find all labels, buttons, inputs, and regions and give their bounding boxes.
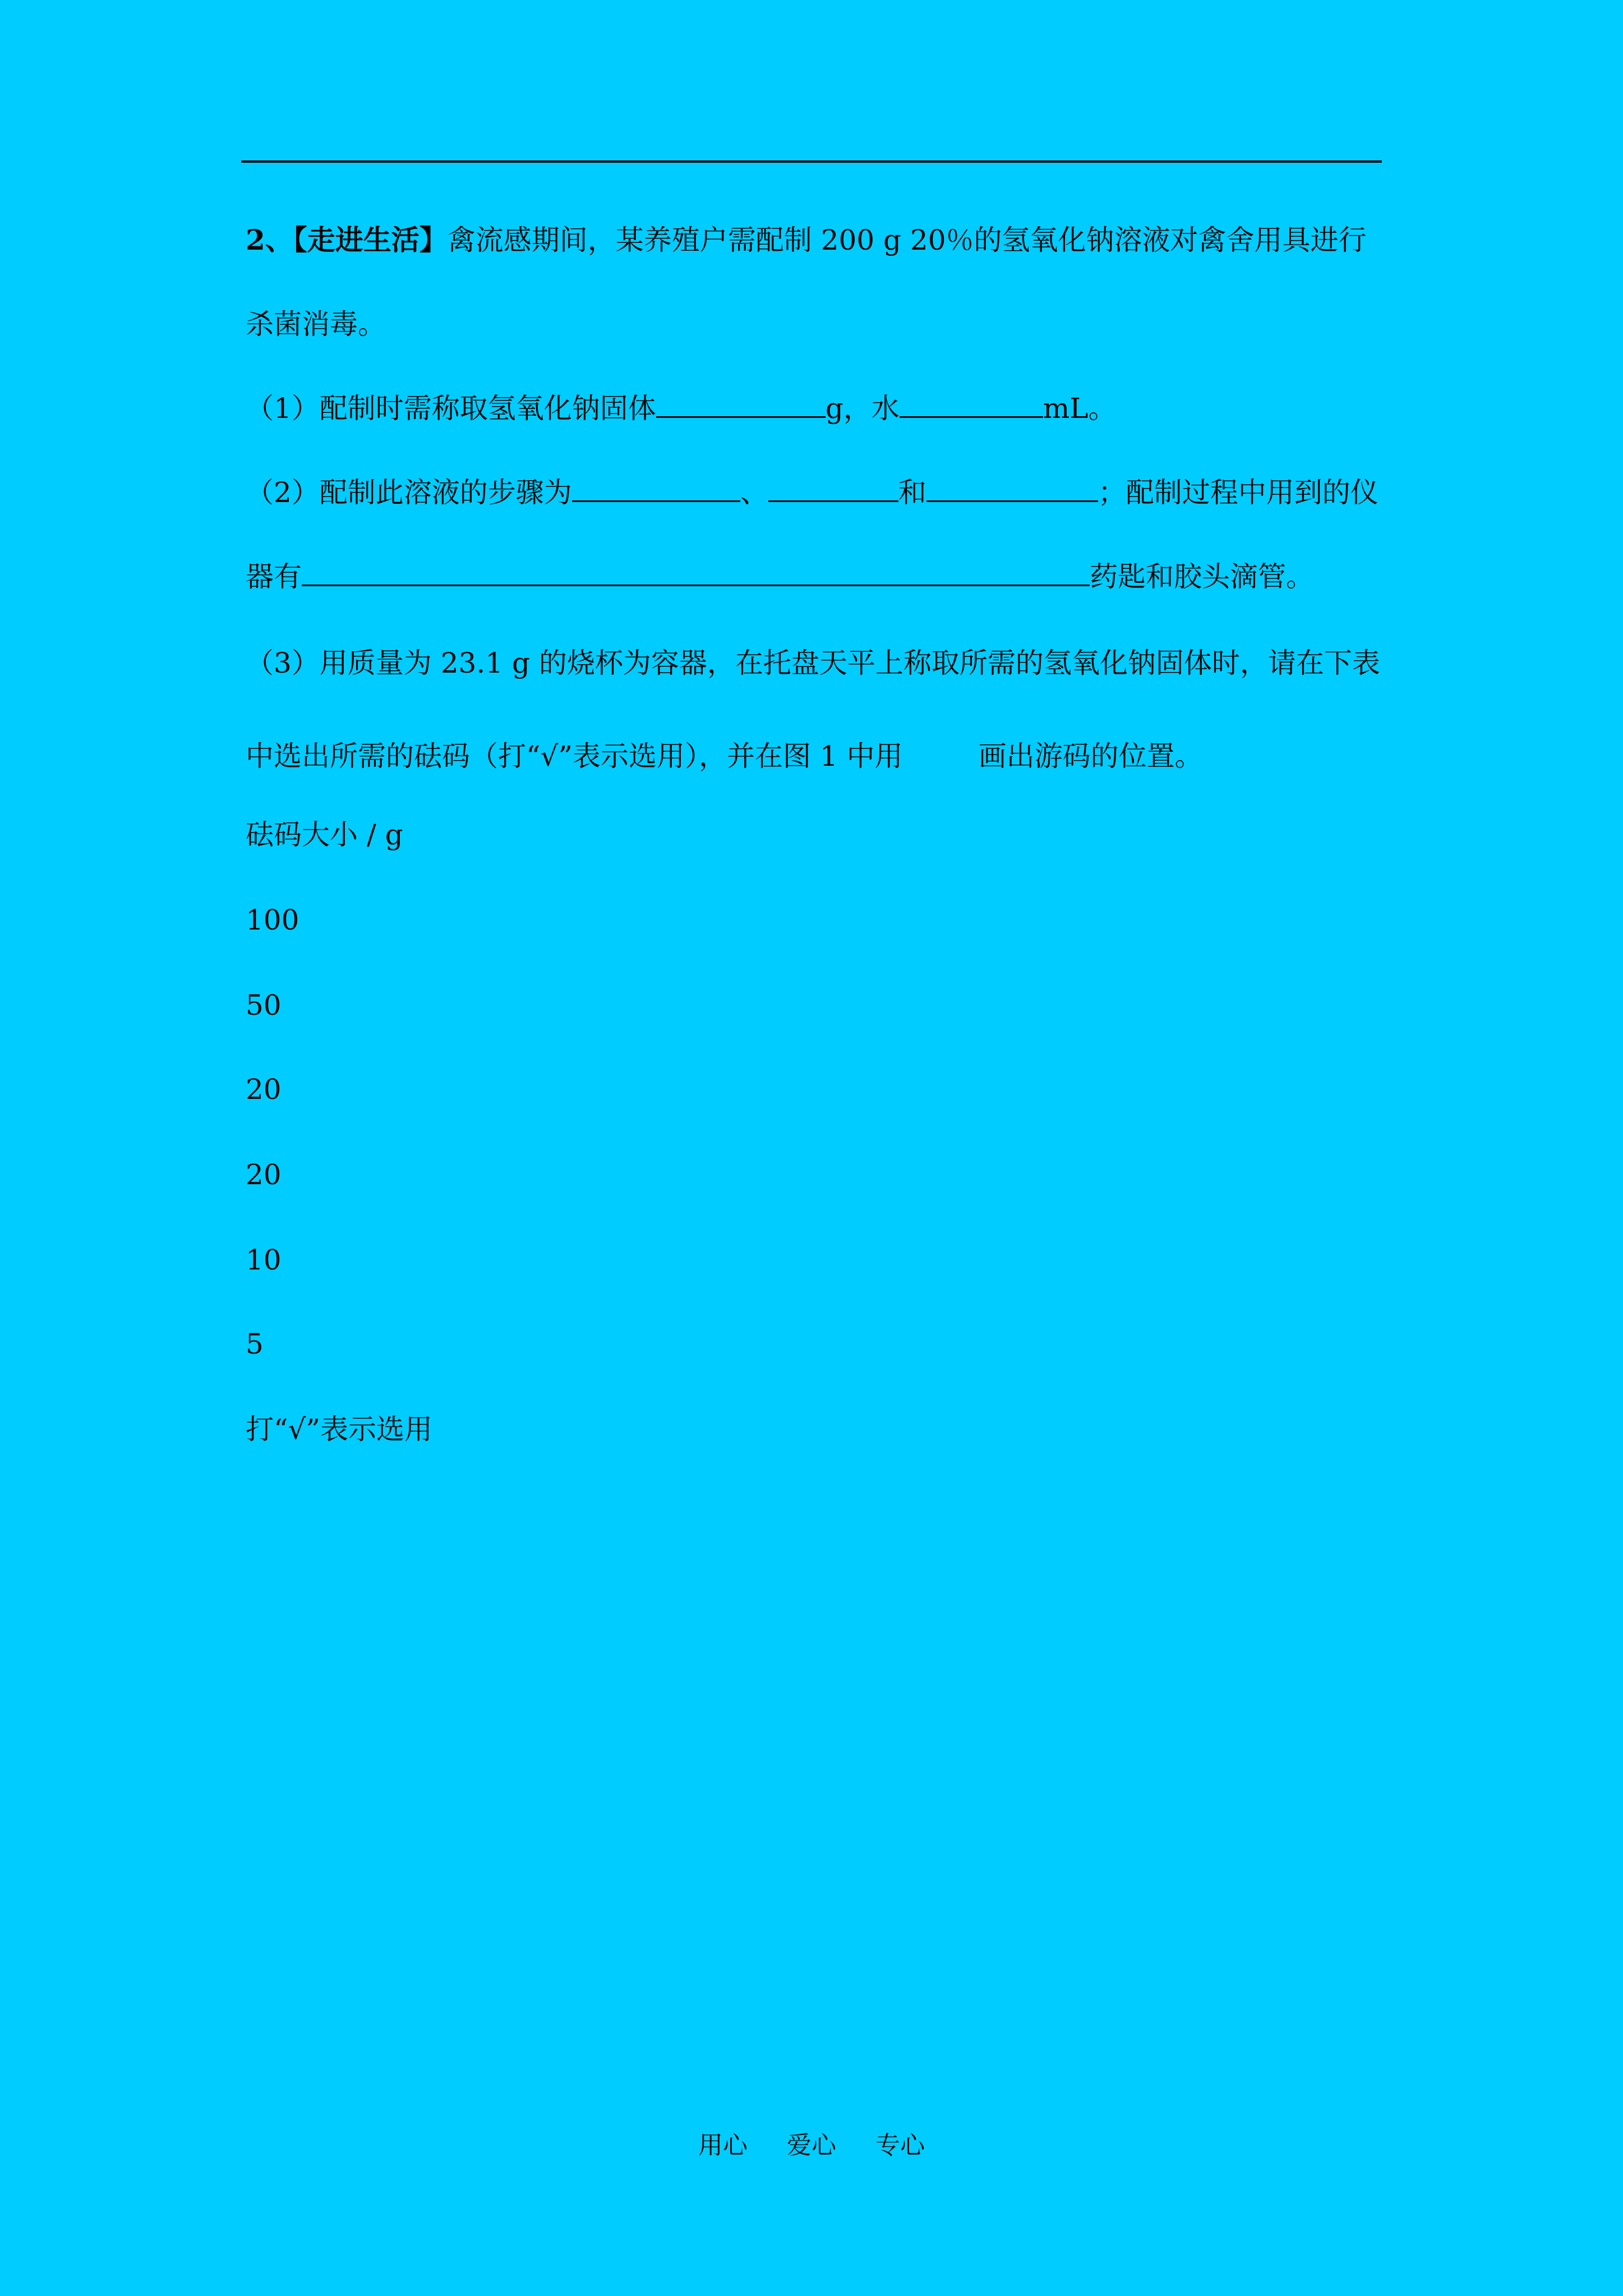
question-intro-cont: 杀菌消毒。: [246, 308, 386, 341]
part-2-text-3: 器有: [246, 560, 302, 593]
instruments-blank[interactable]: [302, 560, 1090, 586]
header-rule: [241, 160, 1382, 163]
part-2-sep: 、: [740, 476, 768, 509]
weight-value: 100: [246, 904, 299, 936]
footer-item: 爱心: [787, 2131, 836, 2160]
weight-value: 5: [246, 1328, 264, 1360]
part-3-line-2: [246, 739, 1203, 773]
part-1: [246, 392, 1116, 425]
question-tag: 【走进生活】: [293, 223, 448, 256]
step-3-blank[interactable]: [926, 476, 1098, 502]
part-2: [246, 476, 1378, 509]
part-3-text: （3）用质量为 23.1 g 的烧杯为容器，在托盘天平上称取所需的氢氧化钠固体时，请在下表: [246, 647, 1380, 679]
footer-item: 用心: [698, 2131, 748, 2160]
part-2-text-4: 药匙和胶头滴管。: [1090, 560, 1314, 593]
weight-value: 20: [246, 1158, 282, 1191]
question-line-2: [246, 307, 386, 341]
part-3-text-3: 画出游码的位置。: [978, 740, 1203, 772]
step-2-blank[interactable]: [768, 476, 898, 502]
part-1-text: （1）配制时需称取氢氧化钠固体: [246, 392, 656, 425]
weight-value: 10: [246, 1244, 282, 1276]
weight-value: 50: [246, 989, 282, 1022]
page-footer: [0, 2132, 1623, 2160]
part-2-text-2: ；配制过程中用到的仪: [1098, 476, 1378, 509]
question-intro: 禽流感期间，某养殖户需配制 200 g 20％的氢氧化钠溶液对禽舍用具进行: [447, 224, 1367, 256]
question-line-1: [246, 223, 1367, 257]
water-volume-blank[interactable]: [900, 392, 1043, 418]
part-1-unit: g，水: [825, 392, 900, 425]
naoh-mass-blank[interactable]: [656, 392, 826, 418]
step-1-blank[interactable]: [572, 476, 740, 502]
part-2-and: 和: [898, 476, 926, 509]
weights-table-footer: 打“√”表示选用: [246, 1413, 432, 1446]
part-2-text: （2）配制此溶液的步骤为: [246, 476, 572, 509]
part-3: [246, 646, 1380, 680]
footer-item: 专心: [875, 2131, 925, 2160]
question-number: 2、: [246, 223, 293, 256]
part-1-unit-2: mL。: [1043, 392, 1117, 425]
part-2-line-2: [246, 560, 1314, 593]
part-3-text-2: 中选出所需的砝码（打“√”表示选用），并在图 1 中用: [246, 740, 903, 772]
weights-table-header: 砝码大小 / g: [246, 818, 403, 851]
weight-value: 20: [246, 1073, 282, 1106]
